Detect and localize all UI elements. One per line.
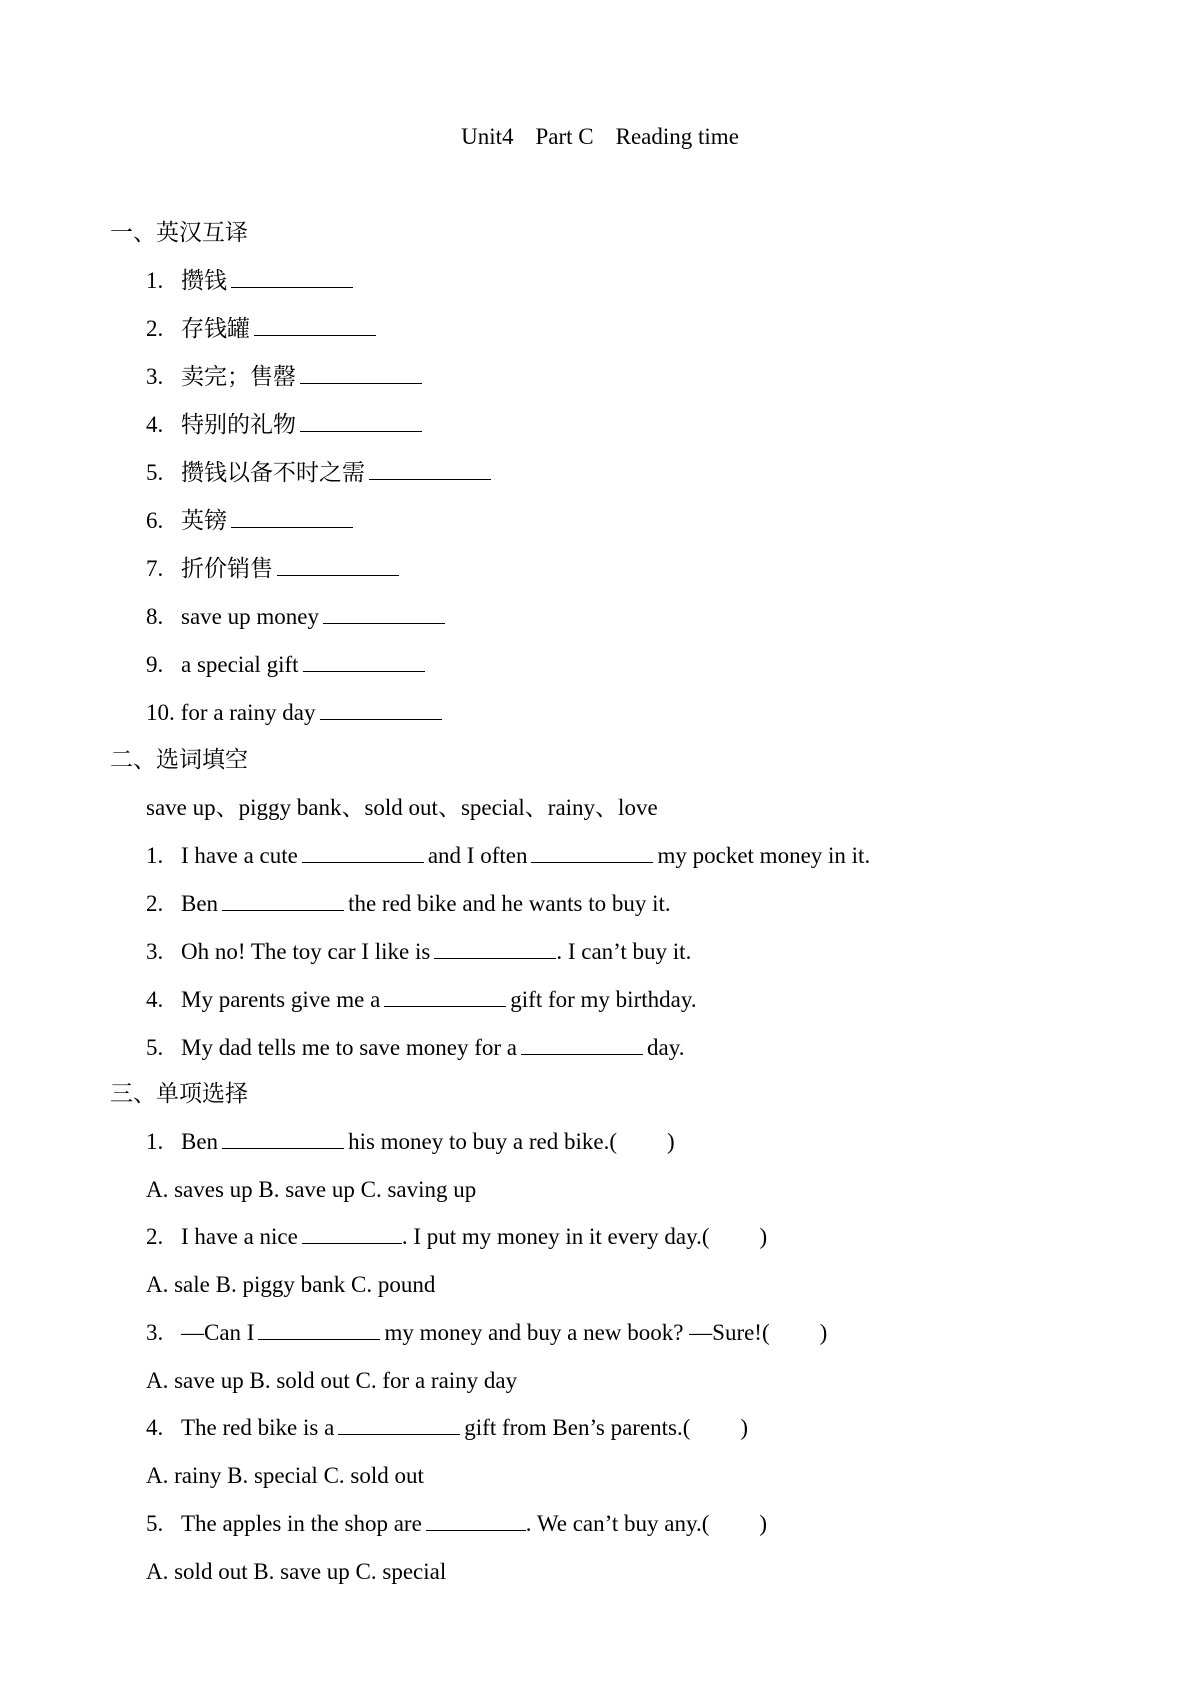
s3-item-4-options: A. rainy B. special C. sold out <box>146 1463 424 1488</box>
item-text: a special gift <box>181 652 299 677</box>
item-text: 特别的礼物 <box>181 412 296 437</box>
item-text: 卖完；售罄 <box>181 364 296 389</box>
item-text: I have a nice <box>181 1224 298 1249</box>
item-text: 攒钱以备不时之需 <box>181 460 365 485</box>
s1-item-8 <box>146 602 449 632</box>
section2-heading: 二、选词填空 <box>110 747 248 772</box>
answer-blank[interactable] <box>521 1034 643 1055</box>
s1-item-6 <box>146 506 357 536</box>
s1-item-2 <box>146 314 380 344</box>
item-text: his money to buy a red bike.( <box>348 1129 617 1154</box>
item-text: my money and buy a new book? —Sure!( <box>384 1320 770 1345</box>
answer-blank[interactable] <box>320 699 442 720</box>
answer-blank[interactable] <box>222 890 344 911</box>
item-number: 1. <box>146 843 164 868</box>
answer-blank[interactable] <box>231 267 353 288</box>
item-text: the red bike and he wants to buy it. <box>348 891 671 916</box>
item-number: 1. <box>146 1129 164 1154</box>
item-number: 1. <box>146 268 164 293</box>
answer-blank[interactable] <box>323 603 445 624</box>
answer-blank[interactable] <box>300 363 422 384</box>
item-text: . I put my money in it every day.( <box>401 1224 710 1249</box>
item-number: 2. <box>146 891 164 916</box>
s2-item-5 <box>146 1033 684 1063</box>
answer-blank[interactable] <box>277 555 399 576</box>
item-text: save up money <box>181 604 319 629</box>
answer-blank[interactable] <box>231 507 353 528</box>
answer-blank[interactable] <box>338 1414 460 1435</box>
s3-item-2 <box>146 1222 767 1252</box>
s1-item-9 <box>146 650 429 680</box>
title-name: Reading time <box>615 124 739 149</box>
s3-item-4 <box>146 1413 748 1443</box>
item-text: Ben <box>181 1129 219 1154</box>
s3-item-1-options: A. saves up B. save up C. saving up <box>146 1177 477 1202</box>
title-unit: Unit4 <box>461 124 514 149</box>
answer-blank[interactable] <box>384 986 506 1007</box>
item-text: My parents give me a <box>181 987 381 1012</box>
answer-blank[interactable] <box>254 315 376 336</box>
s1-item-3 <box>146 362 426 392</box>
s3-item-3-options: A. save up B. sold out C. for a rainy day <box>146 1368 518 1393</box>
item-number: 5. <box>146 460 164 485</box>
item-number: 7. <box>146 556 164 581</box>
s3-item-2-options: A. sale B. piggy bank C. pound <box>146 1272 436 1297</box>
item-number: 4. <box>146 412 164 437</box>
item-text: and I often <box>427 843 528 868</box>
item-number: 6. <box>146 508 164 533</box>
item-number: 3. <box>146 1320 164 1345</box>
item-text: 折价销售 <box>181 556 273 581</box>
item-text: 英镑 <box>181 508 227 533</box>
s3-item-5 <box>146 1509 767 1539</box>
s1-item-1 <box>146 266 357 296</box>
item-number: 2. <box>146 316 164 341</box>
page-title <box>0 124 1200 150</box>
word-bank: save up、piggy bank、sold out、special、rainy、love <box>146 795 658 820</box>
item-number: 9. <box>146 652 164 677</box>
item-number: 4. <box>146 987 164 1012</box>
answer-blank[interactable] <box>300 411 422 432</box>
item-number: 10. <box>146 700 175 725</box>
item-text: gift for my birthday. <box>510 987 697 1012</box>
item-text: Ben <box>181 891 219 916</box>
item-number: 4. <box>146 1415 164 1440</box>
s2-item-2 <box>146 889 671 919</box>
item-number: 3. <box>146 939 164 964</box>
s2-item-1 <box>146 841 870 871</box>
answer-blank[interactable] <box>369 459 491 480</box>
answer-blank[interactable] <box>531 842 653 863</box>
answer-blank[interactable] <box>222 1128 344 1149</box>
item-text: I have a cute <box>181 843 298 868</box>
s3-item-1 <box>146 1127 675 1157</box>
item-number: 2. <box>146 1224 164 1249</box>
s1-item-5 <box>146 458 495 488</box>
item-text: 攒钱 <box>181 268 227 293</box>
s2-item-3 <box>146 937 691 967</box>
item-text: —Can I <box>181 1320 255 1345</box>
section3-heading: 三、单项选择 <box>110 1081 248 1106</box>
answer-blank[interactable] <box>426 1510 526 1531</box>
item-text: for a rainy day <box>180 700 316 725</box>
item-number: 5. <box>146 1511 164 1536</box>
answer-blank[interactable] <box>434 938 556 959</box>
title-part: Part C <box>535 124 594 149</box>
close-paren: ) <box>740 1415 749 1440</box>
item-number: 3. <box>146 364 164 389</box>
item-text: The red bike is a <box>181 1415 335 1440</box>
answer-blank[interactable] <box>302 1223 402 1244</box>
s1-item-7 <box>146 554 403 584</box>
item-text: . I can’t buy it. <box>556 939 692 964</box>
s3-item-3 <box>146 1318 827 1348</box>
item-number: 5. <box>146 1035 164 1060</box>
item-text: . We can’t buy any.( <box>525 1511 710 1536</box>
s1-item-4 <box>146 410 426 440</box>
s1-item-10 <box>146 698 446 728</box>
close-paren: ) <box>666 1129 675 1154</box>
close-paren: ) <box>759 1511 768 1536</box>
item-text: The apples in the shop are <box>181 1511 422 1536</box>
s3-item-5-options: A. sold out B. save up C. special <box>146 1559 447 1584</box>
section1-heading: 一、英汉互译 <box>110 220 248 245</box>
s2-item-4 <box>146 985 697 1015</box>
item-text: 存钱罐 <box>181 316 250 341</box>
answer-blank[interactable] <box>303 651 425 672</box>
item-text: gift from Ben’s parents.( <box>464 1415 691 1440</box>
answer-blank[interactable] <box>302 842 424 863</box>
item-text: Oh no! The toy car I like is <box>181 939 431 964</box>
close-paren: ) <box>819 1320 828 1345</box>
item-text: day. <box>646 1035 685 1060</box>
close-paren: ) <box>759 1224 768 1249</box>
item-text: my pocket money in it. <box>657 843 871 868</box>
item-number: 8. <box>146 604 164 629</box>
answer-blank[interactable] <box>258 1319 380 1340</box>
item-text: My dad tells me to save money for a <box>181 1035 517 1060</box>
